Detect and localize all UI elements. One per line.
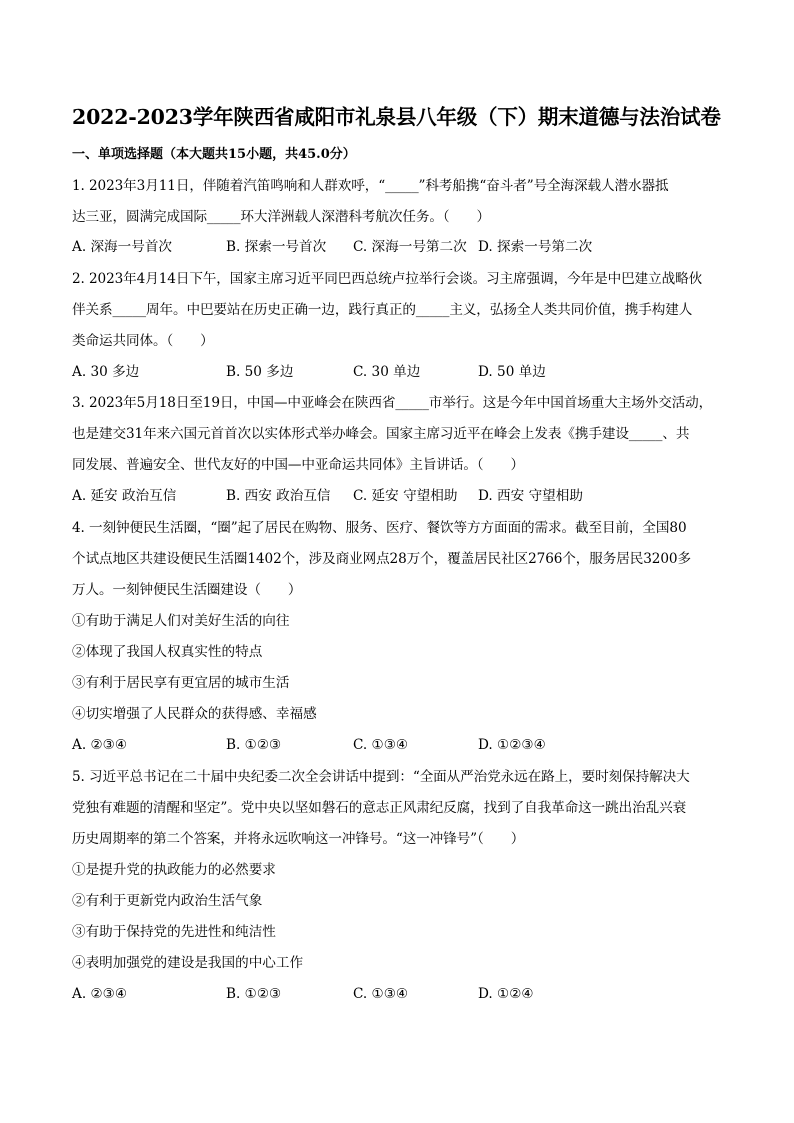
question-5-statement-2: ②有利于更新党内政治生活气象 xyxy=(72,893,263,909)
question-4-statement-3: ③有利于居民享有更宜居的城市生活 xyxy=(72,675,290,691)
question-1-line-2: 达三亚，圆满完成国际_____环大洋洲载人深潜科考航次任务。（ ） xyxy=(72,209,491,225)
question-3-options xyxy=(72,485,732,507)
question-4-options xyxy=(72,734,732,756)
section-heading: 一、单项选择题（本大题共15小题，共45.0分） xyxy=(72,147,356,162)
question-4-option-c: C. ①③④ xyxy=(353,737,409,753)
question-2-option-b: B. 50 多边 xyxy=(226,364,294,380)
question-2-line-2: 伴关系_____周年。中巴要站在历史正确一边，践行真正的_____主义，弘扬全人类共同价值，携手构建人 xyxy=(72,302,693,318)
question-5-option-d: D. ①②④ xyxy=(478,986,534,1002)
question-5-line-2: 党独有难题的清醒和坚定”。党中央以坚如磐石的意志正风肃纪反腐，找到了自我革命这一跳出治乱兴衰 xyxy=(72,800,687,816)
question-2-option-c: C. 30 单边 xyxy=(353,364,421,380)
question-4-line-1: 4. 一刻钟便民生活圈，“圈”起了居民在购物、服务、医疗、餐饮等方方面面的需求。截至目前，全国80 xyxy=(72,520,687,536)
question-3-option-d: D. 西安 守望相助 xyxy=(478,488,583,504)
question-3-line-2: 也是建交31年来六国元首首次以实体形式举办峰会。国家主席习近平在峰会上发表《携手建设_____、共 xyxy=(72,426,690,442)
question-2-option-d: D. 50 单边 xyxy=(478,364,546,380)
question-2-line-1: 2. 2023年4月14日下午，国家主席习近平同巴西总统卢拉举行会谈。习主席强调，今年是中巴建立战略伙 xyxy=(72,271,703,287)
question-5-option-b: B. ①②③ xyxy=(226,986,282,1002)
question-5-option-c: C. ①③④ xyxy=(353,986,409,1002)
question-1-option-d: D. 探索一号第二次 xyxy=(478,239,593,255)
question-4-option-d: D. ①②③④ xyxy=(478,737,546,753)
exam-title: 2022-2023学年陕西省咸阳市礼泉县八年级（下）期末道德与法治试卷 xyxy=(72,105,721,129)
question-1-options xyxy=(72,236,732,258)
question-5-line-3: 历史周期率的第二个答案，并将永远吹响这一冲锋号。“这一冲锋号”（ ） xyxy=(72,831,525,847)
question-4-statement-4: ④切实增强了人民群众的获得感、幸福感 xyxy=(72,706,317,722)
question-1-option-c: C. 深海一号第二次 xyxy=(353,239,467,255)
question-4-statement-2: ②体现了我国人权真实性的特点 xyxy=(72,644,263,660)
question-3-option-a: A. 延安 政治互信 xyxy=(72,488,177,504)
question-3-option-b: B. 西安 政治互信 xyxy=(226,488,331,504)
question-5-statement-4: ④表明加强党的建设是我国的中心工作 xyxy=(72,955,304,971)
question-5-statement-3: ③有助于保持党的先进性和纯洁性 xyxy=(72,924,276,940)
question-2-line-3: 类命运共同体。（ ） xyxy=(72,333,214,349)
question-1-option-b: B. 探索一号首次 xyxy=(226,239,327,255)
question-1-option-a: A. 深海一号首次 xyxy=(72,239,173,255)
question-1-line-1: 1. 2023年3月11日，伴随着汽笛鸣响和人群欢呼，“_____”科考船携“奋斗者”号全海深载人潜水器抵 xyxy=(72,178,669,194)
question-4-line-3: 万人。一刻钟便民生活圈建设（ ） xyxy=(72,582,302,598)
question-5-statement-1: ①是提升党的执政能力的必然要求 xyxy=(72,862,276,878)
question-2-option-a: A. 30 多边 xyxy=(72,364,140,380)
question-4-option-b: B. ①②③ xyxy=(226,737,282,753)
question-5-line-1: 5. 习近平总书记在二十届中央纪委二次全会讲话中提到：“全面从严治党永远在路上，要时刻保持解决大 xyxy=(72,769,690,785)
question-3-line-1: 3. 2023年5月18日至19日，中国—中亚峰会在陕西省_____市举行。这是今年中国首场重大主场外交活动， xyxy=(72,395,713,411)
question-3-option-c: C. 延安 守望相助 xyxy=(353,488,458,504)
question-4-statement-1: ①有助于满足人们对美好生活的向往 xyxy=(72,613,290,629)
question-3-line-3: 同发展、普遍安全、世代友好的中国—中亚命运共同体》主旨讲话。（ ） xyxy=(72,457,524,473)
question-4-line-2: 个试点地区共建设便民生活圈1402个，涉及商业网点28万个，覆盖居民社区2766个，服务居民3200多 xyxy=(72,551,691,567)
question-4-option-a: A. ②③④ xyxy=(72,737,128,753)
question-5-options xyxy=(72,983,732,1005)
question-2-options xyxy=(72,361,732,383)
question-5-option-a: A. ②③④ xyxy=(72,986,128,1002)
